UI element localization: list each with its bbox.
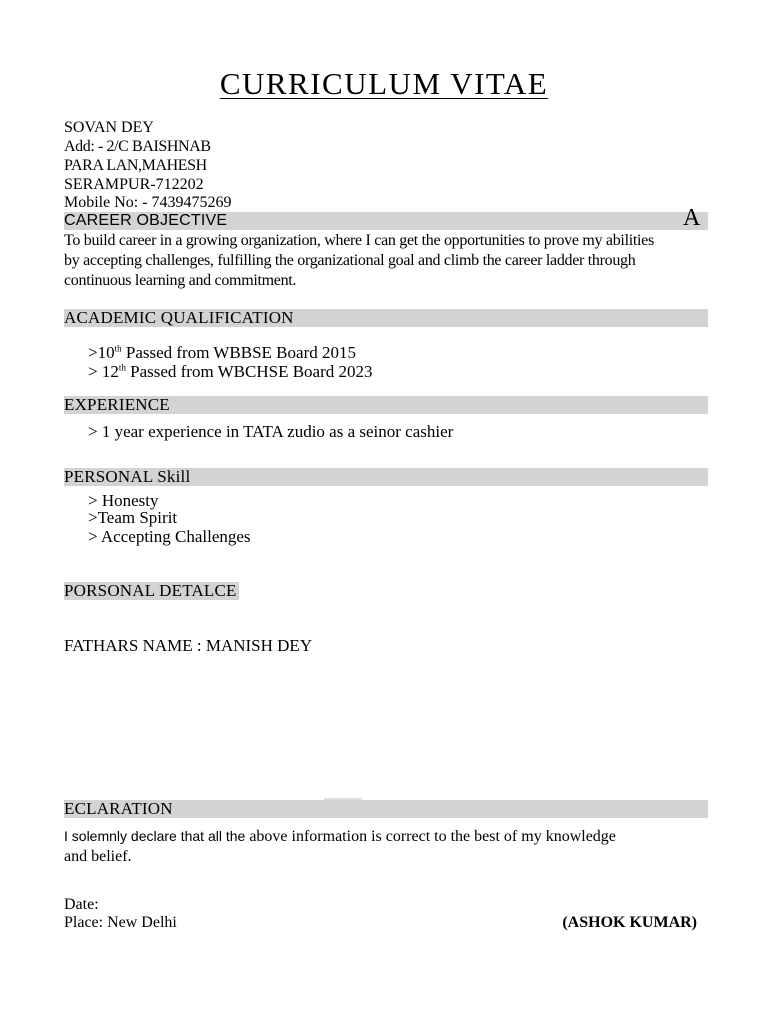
objective-line-3: continuous learning and commitment. (64, 272, 297, 289)
address-line-1: Add: - 2/C BAISHNAB (64, 138, 211, 155)
objective-line-1: To build career in a growing organization, where I can get the opportunities to prove my abilities (64, 232, 654, 249)
candidate-name: SOVAN DEY (64, 119, 154, 136)
document-title: CURRICULUM VITAE (219, 66, 549, 101)
date-label: Date: (64, 896, 99, 913)
father-name: FATHARS NAME : MANISH DEY (64, 636, 313, 655)
address-line-3: SERAMPUR-712202 (64, 176, 204, 193)
personal-details-heading: PORSONAL DETALCE (64, 581, 237, 600)
skill-item: > Accepting Challenges (88, 527, 251, 546)
academic-item-1: >10th Passed from WBBSE Board 2015 (88, 343, 356, 362)
skill-item: > Honesty (88, 491, 159, 510)
skills-heading: PERSONAL Skill (64, 467, 191, 486)
experience-item: > 1 year experience in TATA zudio as a seinor cashier (88, 422, 454, 441)
experience-heading: EXPERIENCE (64, 395, 170, 414)
academic-heading: ACADEMIC QUALIFICATION (64, 308, 294, 327)
mobile-number: Mobile No: - 7439475269 (64, 194, 232, 211)
career-objective-marker: A (683, 205, 701, 231)
place-label: Place: New Delhi (64, 914, 177, 931)
academic-item-2: > 12th Passed from WBCHSE Board 2023 (88, 362, 373, 381)
address-line-2: PARA LAN,MAHESH (64, 157, 207, 174)
skill-item: >Team Spirit (88, 508, 178, 527)
career-objective-heading: CAREER OBJECTIVE (64, 212, 228, 229)
declaration-line-1: I solemnly declare that all the above information is correct to the best of my knowledge (64, 828, 616, 845)
objective-line-2: by accepting challenges, fulfilling the organizational goal and climb the career ladder through (64, 252, 636, 269)
declaration-heading: ECLARATION (64, 799, 173, 818)
signature-name: (ASHOK KUMAR) (562, 914, 697, 931)
declaration-line-2: and belief. (64, 848, 132, 865)
